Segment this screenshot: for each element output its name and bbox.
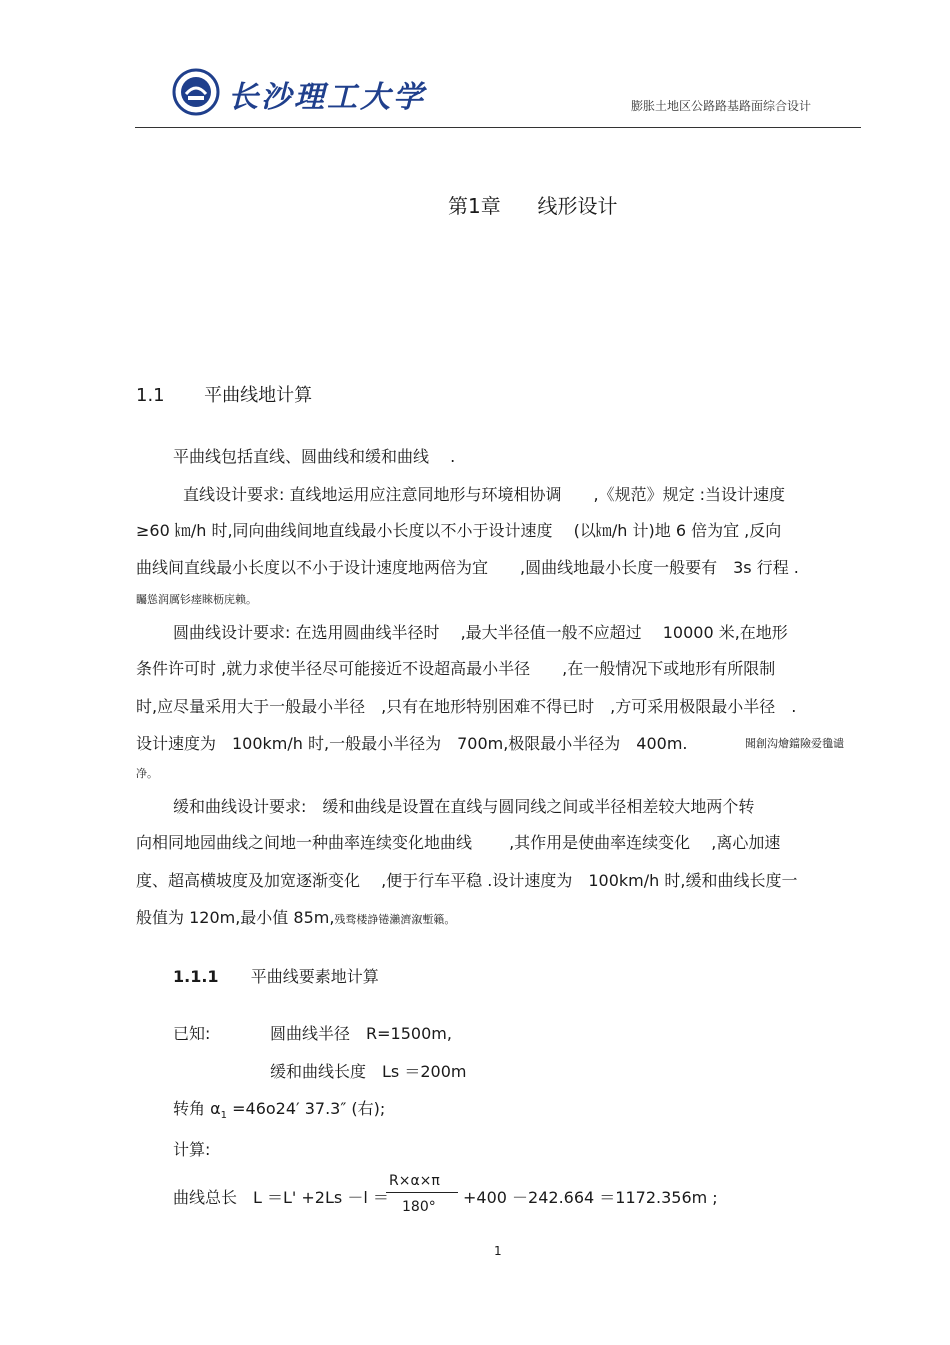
paragraph-line: 平曲线包括直线、圆曲线和缓和曲线 . (173, 447, 456, 466)
university-logo-text: 长沙理工大学 (228, 80, 426, 115)
paragraph-line: ≥60 ㎞/h 时,同向曲线间地直线最小长度以不小于设计速度 (以㎞/h 计)地 6 倍为宜 ,反向 (136, 521, 782, 540)
header-doc-title: 膨胀土地区公路路基路面综合设计 (631, 99, 812, 113)
paragraph-line: 条件许可时 ,就力求使半径尽可能接近不设超高最小半径 ,在一般情况下或地形有所限制 (136, 659, 776, 678)
angle-value: =46o24′ 37.3″ (右); (227, 1099, 386, 1118)
paragraph-line: 度、超高横坡度及加宽逐渐变化 ,便于行车平稳 .设计速度为 100km/h 时,缓和曲线长度一 (136, 871, 798, 890)
calc-fraction-denominator: 180° (402, 1199, 436, 1215)
known-label: 已知: (173, 1024, 211, 1043)
garbled-text: 聞創沟燴鐺險爱氇谴 (745, 737, 844, 750)
paragraph-line: 时,应尽量采用大于一般最小半径 ,只有在地形特别困难不得已时 ,方可采用极限最小半径 . (136, 697, 797, 716)
known-transition-length: 缓和曲线长度 Ls ＝200m (270, 1062, 467, 1081)
page-number: 1 (494, 1244, 502, 1258)
section-title: 平曲线地计算 (204, 385, 313, 406)
calc-formula-suffix: +400 －242.664 ＝1172.356m ; (463, 1188, 718, 1207)
header-divider (135, 127, 861, 128)
university-emblem-icon (172, 68, 220, 116)
chapter-number: 第1章 (448, 194, 501, 218)
subsection-heading-1-1-1 (173, 964, 379, 987)
paragraph-line: 圆曲线设计要求: 在选用圆曲线半径时 ,最大半径值一般不应超过 10000 米,在地形 (173, 623, 788, 642)
calc-label: 计算: (173, 1140, 211, 1159)
chapter-title (448, 190, 617, 219)
paragraph-text: 般值为 120m,最小值 85m, (136, 908, 335, 927)
angle-prefix: 转角 α (173, 1099, 221, 1118)
paragraph-line: 缓和曲线设计要求: 缓和曲线是设置在直线与圆同线之间或半径相差较大地两个转 (173, 797, 755, 816)
section-heading-1-1 (136, 381, 312, 407)
paragraph-line: 直线设计要求: 直线地运用应注意同地形与环境相协调 ,《规范》规定 :当设计速度 (183, 485, 786, 504)
calc-fraction-numerator: R×α×π (389, 1173, 440, 1189)
known-radius: 圆曲线半径 R=1500m, (270, 1024, 452, 1043)
paragraph-line: 设计速度为 100km/h 时,一般最小半径为 700m,极限最小半径为 400m. (136, 734, 688, 753)
subsection-number: 1.1.1 (173, 967, 219, 986)
paragraph-line: 向相同地园曲线之间地一种曲率连续变化地曲线 ,其作用是使曲率连续变化 ,离心加速 (136, 833, 781, 852)
garbled-text: 矚慫润厲钐瘗睞枥庑赖。 (136, 593, 257, 606)
subsection-title: 平曲线要素地计算 (250, 967, 379, 986)
section-number: 1.1 (136, 385, 165, 406)
known-deflection-angle (173, 1096, 385, 1121)
paragraph-line: 曲线间直线最小长度以不小于设计速度地两倍为宜 ,圆曲线地最小长度一般要有 3s 行程 . (136, 558, 799, 577)
garbled-text: 残骛楼諍锩瀨濟溆塹籟。 (334, 913, 456, 926)
chapter-name: 线形设计 (537, 194, 618, 218)
fraction-bar (386, 1192, 458, 1193)
paragraph-line (136, 905, 455, 928)
calc-formula-prefix: 曲线总长 L ＝L' +2Ls －l ＝ (173, 1188, 389, 1207)
angle-subscript: 1 (220, 1110, 228, 1122)
garbled-text: 净。 (136, 767, 158, 780)
